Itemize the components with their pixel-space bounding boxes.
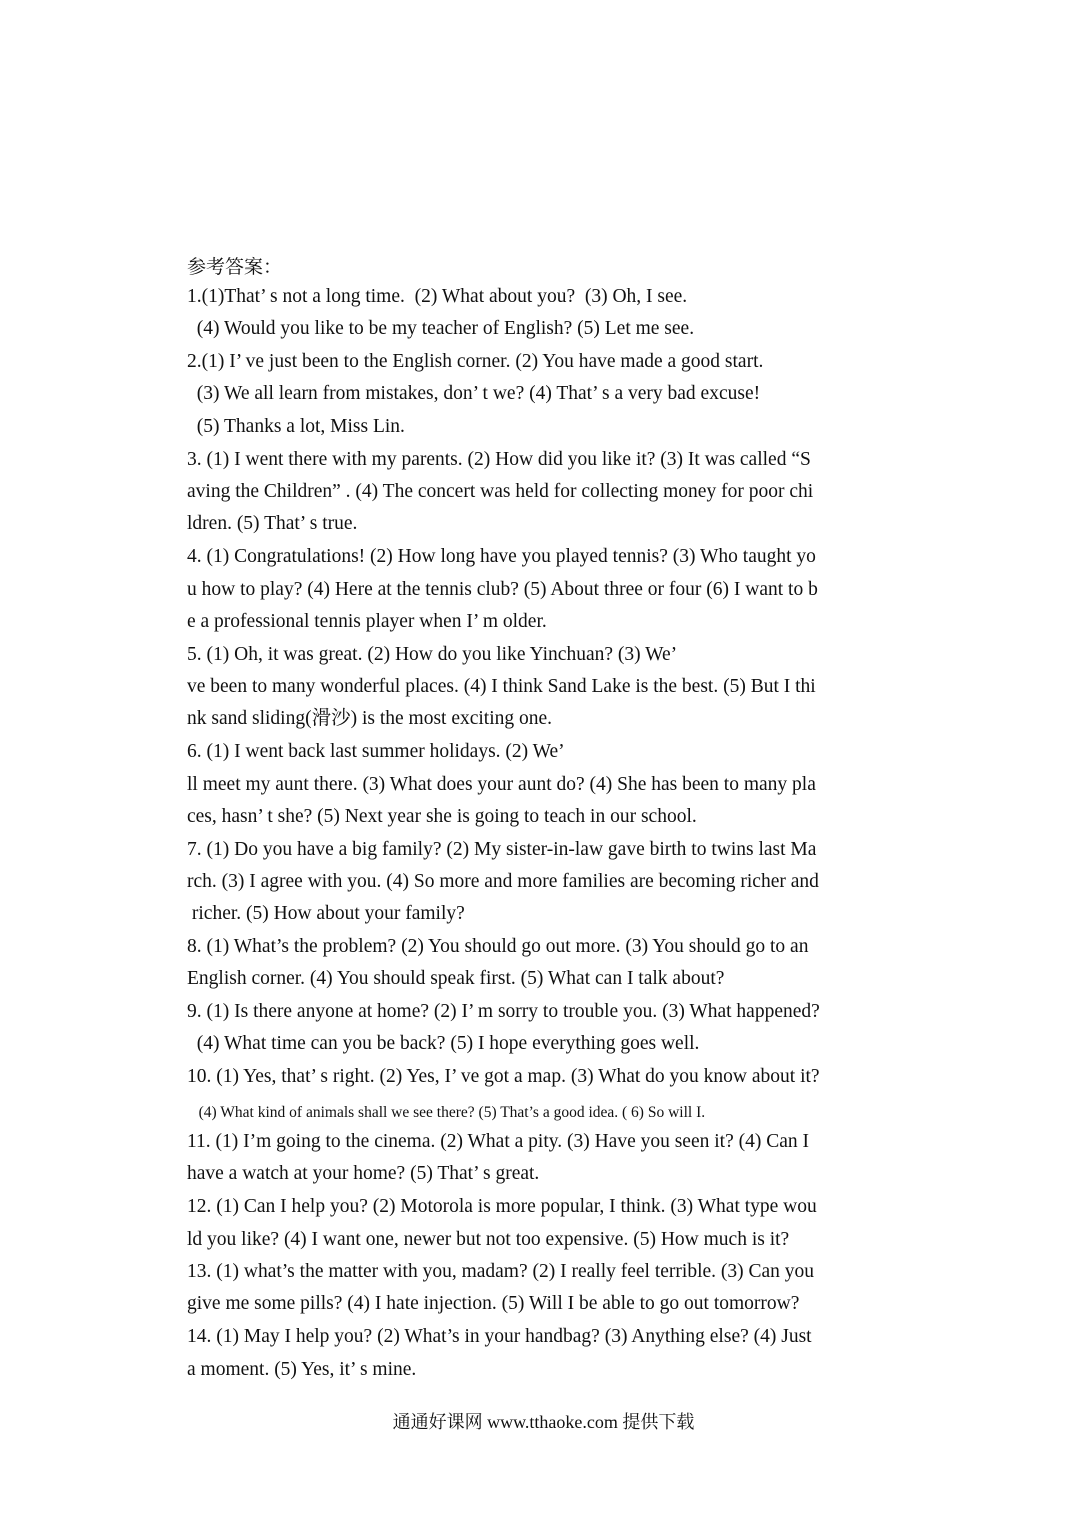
footer-credit: 通通好课网 www.tthaoke.com 提供下载 — [392, 1412, 695, 1432]
answer-line: 10. (1) Yes, that’ s right. (2) Yes, I’ ve got a map. (3) What do you know about it? — [187, 1066, 820, 1087]
answer-key-heading: 参考答案： — [187, 256, 283, 278]
answer-line: ve been to many wonderful places. (4) I think Sand Lake is the best. (5) But I thi — [187, 676, 816, 697]
answer-line: e a professional tennis player when I’ m older. — [187, 611, 547, 632]
answer-line: aving the Children” . (4) The concert was held for collecting money for poor chi — [187, 481, 814, 502]
answer-line: (4) Would you like to be my teacher of English? (5) Let me see. — [187, 318, 695, 339]
answer-line: 11. (1) I’m going to the cinema. (2) What a pity. (3) Have you seen it? (4) Can I — [187, 1131, 810, 1152]
answer-line: u how to play? (4) Here at the tennis club? (5) About three or four (6) I want to b — [187, 579, 818, 600]
answer-line: (4) What time can you be back? (5) I hope everything goes well. — [187, 1033, 700, 1054]
answer-line: 2.(1) I’ ve just been to the English corner. (2) You have made a good start. — [187, 351, 764, 372]
answer-line: (4) What kind of animals shall we see there? (5) That’s a good idea. ( 6) So will I. — [187, 1104, 706, 1121]
answer-line: 14. (1) May I help you? (2) What’s in your handbag? (3) Anything else? (4) Just — [187, 1326, 812, 1347]
answer-line: 13. (1) what’s the matter with you, madam? (2) I really feel terrible. (3) Can you — [187, 1261, 815, 1282]
answer-line: have a watch at your home? (5) That’ s great. — [187, 1163, 540, 1184]
answer-line: ld you like? (4) I want one, newer but not too expensive. (5) How much is it? — [187, 1229, 790, 1250]
answer-line: 4. (1) Congratulations! (2) How long have you played tennis? (3) Who taught yo — [187, 546, 816, 567]
answer-line: ces, hasn’ t she? (5) Next year she is going to teach in our school. — [187, 806, 697, 827]
answer-line: 8. (1) What’s the problem? (2) You should go out more. (3) You should go to an — [187, 936, 809, 957]
answer-line: ldren. (5) That’ s true. — [187, 513, 358, 534]
answer-line: ll meet my aunt there. (3) What does your aunt do? (4) She has been to many pla — [187, 774, 816, 795]
answer-line: richer. (5) How about your family? — [187, 903, 465, 924]
answer-line: 7. (1) Do you have a big family? (2) My sister-in-law gave birth to twins last Ma — [187, 839, 817, 860]
answer-line: 6. (1) I went back last summer holidays. (2) We’ — [187, 741, 565, 762]
answer-line: give me some pills? (4) I hate injection. (5) Will I be able to go out tomorrow? — [187, 1293, 800, 1314]
answer-line: rch. (3) I agree with you. (4) So more and more families are becoming richer and — [187, 871, 819, 892]
answer-line: 9. (1) Is there anyone at home? (2) I’ m sorry to trouble you. (3) What happened? — [187, 1001, 820, 1022]
answer-line: English corner. (4) You should speak first. (5) What can I talk about? — [187, 968, 725, 989]
answer-line: (3) We all learn from mistakes, don’ t we? (4) That’ s a very bad excuse! — [187, 383, 761, 404]
answer-line: nk sand sliding(滑沙) is the most exciting one. — [187, 708, 553, 729]
answer-line: 3. (1) I went there with my parents. (2) How did you like it? (3) It was called “S — [187, 449, 811, 470]
answer-line: 5. (1) Oh, it was great. (2) How do you like Yinchuan? (3) We’ — [187, 644, 678, 665]
answer-line: (5) Thanks a lot, Miss Lin. — [187, 416, 405, 437]
answer-line: 12. (1) Can I help you? (2) Motorola is more popular, I think. (3) What type wou — [187, 1196, 817, 1217]
answer-line: 1.(1)That’ s not a long time. (2) What about you? (3) Oh, I see. — [187, 286, 688, 307]
answer-line: a moment. (5) Yes, it’ s mine. — [187, 1359, 417, 1380]
